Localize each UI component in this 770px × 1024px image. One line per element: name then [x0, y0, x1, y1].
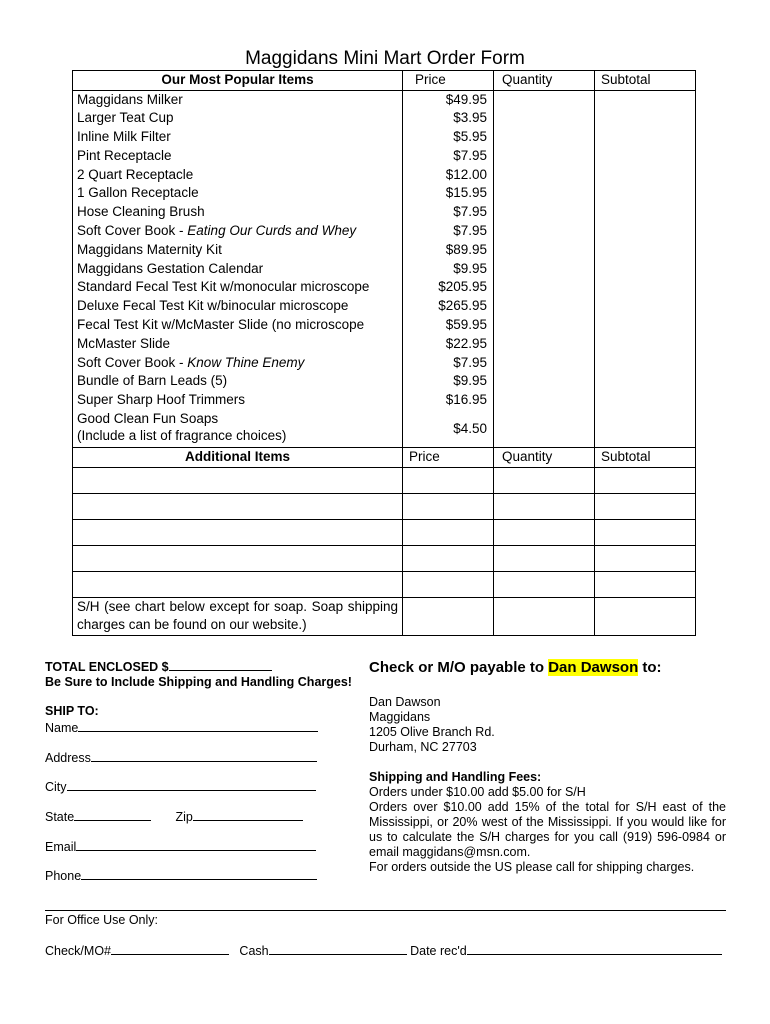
mailing-address	[369, 695, 726, 755]
additional-item-row[interactable]	[73, 519, 696, 545]
item-price: $205.95	[438, 279, 487, 295]
item-price: $16.95	[445, 392, 487, 408]
check-mo-field[interactable]: Check/MO#	[45, 944, 229, 958]
item-name: Maggidans Milker	[77, 91, 183, 107]
address-line: 1205 Olive Branch Rd.	[369, 725, 495, 739]
popular-items-header: Our Most Popular Items	[73, 71, 403, 91]
ship-to-heading: SHIP TO:	[45, 704, 99, 718]
item-name: Bundle of Barn Leads (5)	[77, 373, 228, 389]
fees-line: Orders over $10.00 add 15% of the total for S/H east of the Mississippi, or 20% west of the Mississippi. If you would like for us to calculate the S/H charges for you call (919) 596-0984 or email maggidans@msn.com.	[369, 800, 726, 859]
payee-highlight: Dan Dawson	[548, 659, 639, 676]
item-name: Larger Teat Cup	[77, 110, 174, 126]
item-name: Good Clean Fun Soaps (Include a list of fragrance choices)	[77, 411, 287, 444]
subtotal-header: Subtotal	[595, 448, 696, 468]
additional-item-row[interactable]	[73, 493, 696, 519]
item-price: $59.95	[445, 317, 487, 333]
item-price: $265.95	[438, 298, 487, 314]
quantity-header: Quantity	[494, 71, 595, 91]
items-block	[73, 90, 696, 448]
item-name: Deluxe Fecal Test Kit w/binocular microscope	[77, 298, 349, 314]
item-name: Fecal Test Kit w/McMaster Slide (no microscope	[77, 317, 365, 333]
item-name: Super Sharp Hoof Trimmers	[77, 392, 246, 408]
item-price: $3.95	[453, 110, 487, 126]
address-line: Maggidans	[369, 710, 431, 724]
address-line: Dan Dawson	[369, 695, 441, 709]
item-price: $9.95	[453, 260, 487, 276]
form-title: Maggidans Mini Mart Order Form	[245, 48, 525, 69]
payable-line: Check or M/O payable to Dan Dawson to:	[369, 659, 662, 676]
quantity-header: Quantity	[494, 448, 595, 468]
address-field[interactable]: Address	[45, 750, 317, 765]
name-field[interactable]: Name	[45, 720, 318, 735]
sh-note: S/H (see chart below except for soap. Soap shipping charges can be found on our website.)	[73, 597, 403, 635]
item-name: Standard Fecal Test Kit w/monocular microscope	[77, 279, 370, 295]
item-name: Soft Cover Book - Know Thine Enemy	[77, 354, 305, 370]
item-name: Inline Milk Filter	[77, 129, 171, 145]
state-field[interactable]: State Zip	[45, 809, 303, 824]
zip-field[interactable]: Zip	[176, 810, 303, 824]
office-divider	[45, 910, 726, 911]
item-price: $49.95	[445, 91, 487, 107]
item-price: $4.50	[453, 421, 487, 437]
item-names-cell	[73, 90, 403, 448]
item-price: $7.95	[453, 147, 487, 163]
item-price: $7.95	[453, 354, 487, 370]
item-name: Maggidans Maternity Kit	[77, 241, 222, 257]
office-heading: For Office Use Only:	[45, 913, 158, 927]
item-price: $22.95	[445, 335, 487, 351]
office-fields	[45, 943, 722, 958]
additional-item-row[interactable]	[73, 545, 696, 571]
item-price: $5.95	[453, 129, 487, 145]
item-name: 1 Gallon Receptacle	[77, 185, 199, 201]
email-field[interactable]: Email	[45, 839, 316, 854]
item-price: $7.95	[453, 223, 487, 239]
sh-row	[73, 597, 696, 635]
item-price: $9.95	[453, 373, 487, 389]
item-prices-cell	[403, 90, 494, 448]
city-field[interactable]: City	[45, 779, 316, 794]
address-line: Durham, NC 27703	[369, 740, 477, 754]
item-price: $7.95	[453, 204, 487, 220]
item-name: Soft Cover Book - Eating Our Curds and Whey	[77, 223, 357, 239]
quantity-column-cell[interactable]	[494, 90, 595, 448]
item-price: $12.00	[445, 166, 487, 182]
fees-line: For orders outside the US please call for shipping charges.	[369, 860, 695, 874]
additional-header-row	[73, 448, 696, 468]
subtotal-column-cell[interactable]	[595, 90, 696, 448]
total-enclosed-label: TOTAL ENCLOSED $	[45, 659, 272, 674]
item-price: $15.95	[445, 185, 487, 201]
order-table	[72, 70, 696, 636]
fees-heading: Shipping and Handling Fees:	[369, 770, 542, 784]
cash-field[interactable]: Cash	[239, 944, 406, 958]
additional-item-row[interactable]	[73, 467, 696, 493]
item-price: $89.95	[445, 241, 487, 257]
subtotal-header: Subtotal	[595, 71, 696, 91]
shipping-reminder: Be Sure to Include Shipping and Handling Charges!	[45, 675, 352, 689]
fees-line: Orders under $10.00 add $5.00 for S/H	[369, 785, 586, 799]
item-name: Maggidans Gestation Calendar	[77, 260, 264, 276]
item-name: 2 Quart Receptacle	[77, 166, 194, 182]
shipping-fees	[369, 770, 726, 875]
price-header: Price	[403, 71, 494, 91]
item-name: Hose Cleaning Brush	[77, 204, 205, 220]
price-header: Price	[403, 448, 494, 468]
date-received-field[interactable]: Date rec'd	[410, 944, 722, 958]
additional-item-row[interactable]	[73, 571, 696, 597]
total-enclosed-line[interactable]	[169, 659, 272, 671]
popular-header-row	[73, 71, 696, 91]
additional-items-header: Additional Items	[73, 448, 403, 468]
item-name: McMaster Slide	[77, 335, 171, 351]
phone-field[interactable]: Phone	[45, 868, 317, 883]
item-name: Pint Receptacle	[77, 147, 172, 163]
